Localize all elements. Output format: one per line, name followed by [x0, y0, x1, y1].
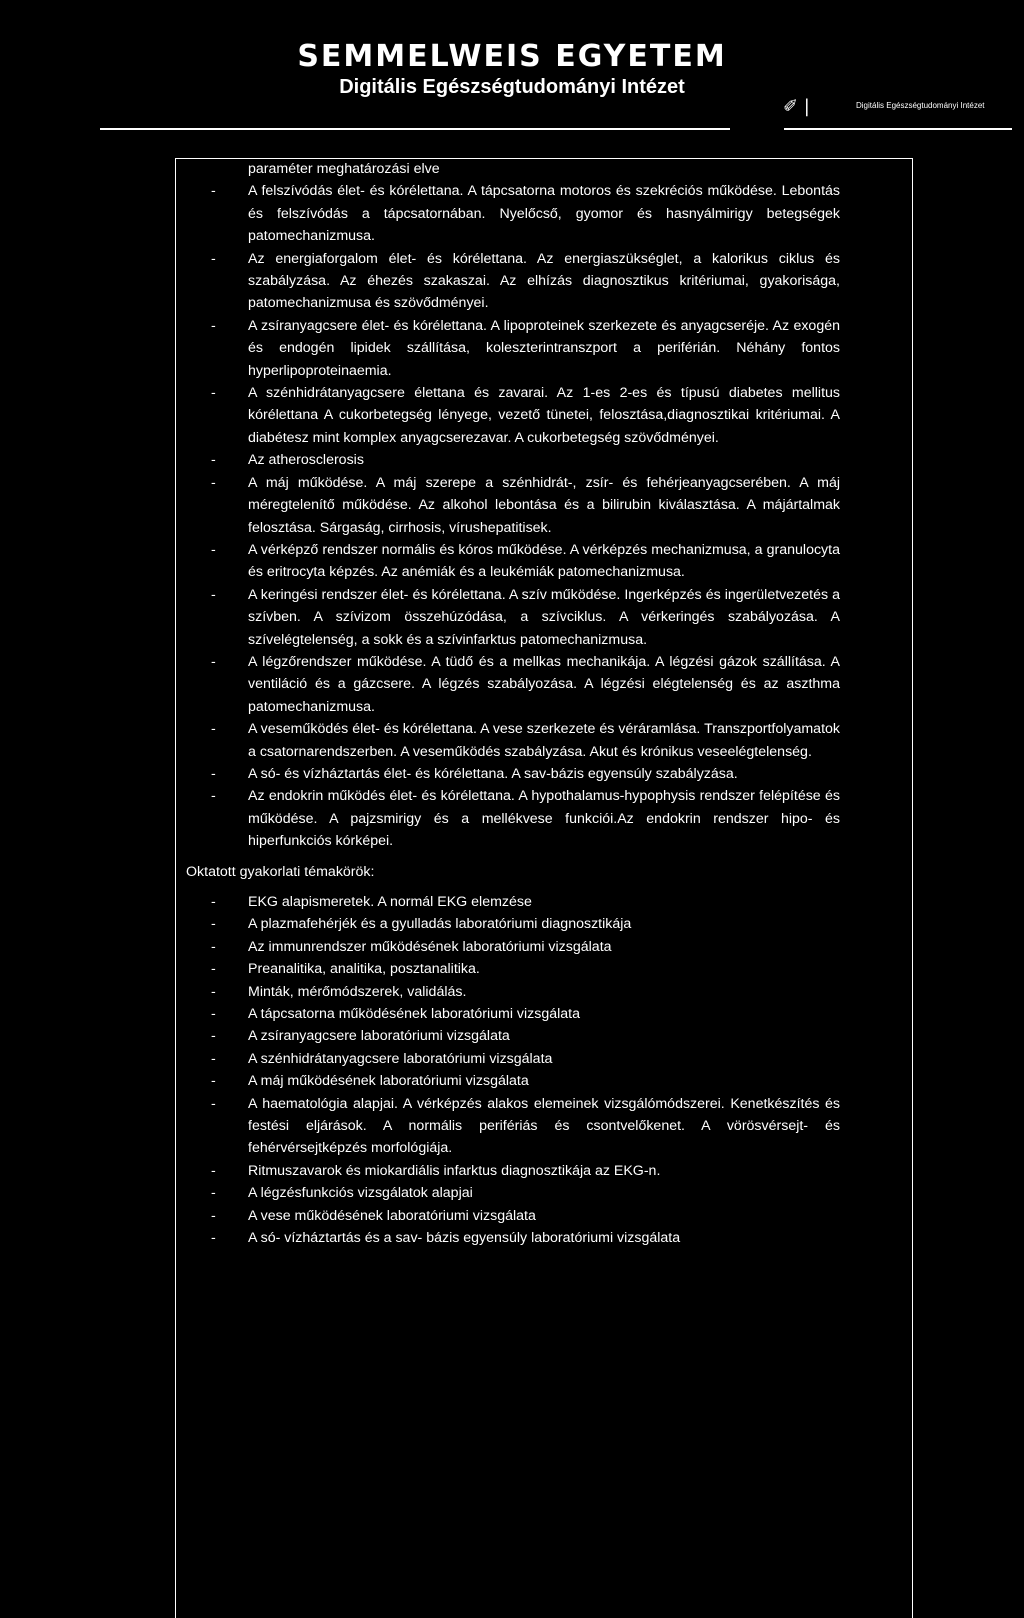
list-item — [186, 1182, 840, 1204]
bullet-dash: - — [211, 1162, 216, 1179]
list-item-text: A só- vízháztartás és a sav- bázis egyensúly laboratóriumi vizsgálata — [248, 1230, 681, 1247]
list-item-text: A máj működésének laboratóriumi vizsgálata — [248, 1073, 529, 1090]
pen-logo-icon: ✐ | — [783, 96, 810, 117]
list-item-text: A só- és vízháztartás élet- és kórélettana. A sav-bázis egyensúly szabályzása. — [248, 765, 738, 782]
bullet-dash: - — [211, 765, 216, 782]
bullet-dash: - — [211, 1230, 216, 1247]
list-item-text: Ritmuszavarok és miokardiális infarktus diagnosztikája az EKG-n. — [248, 1162, 661, 1179]
header-divider-right — [784, 128, 1012, 130]
list-item — [186, 981, 840, 1003]
list-item — [186, 1227, 840, 1249]
bullet-dash: - — [211, 1073, 216, 1090]
list-item-text: Az energiaforgalom élet- és kórélettana. Az energiaszükséglet, a kalorikus ciklus és szabályzása. Az éhezés szakaszai. Az elhízás diagnosztikus kritériumai, gyakorisága, patomechanizmusa és szövődményei. — [248, 250, 840, 312]
list-item — [186, 472, 840, 539]
bullet-dash: - — [211, 586, 216, 603]
bullet-dash: - — [211, 916, 216, 933]
list-item — [186, 891, 840, 913]
list-item-text: Minták, mérőmódszerek, validálás. — [248, 983, 467, 1000]
list-item — [186, 1025, 840, 1047]
list-item — [186, 785, 840, 852]
list-item-text: Az atherosclerosis — [248, 452, 364, 469]
list-item — [186, 1070, 840, 1092]
bullet-dash: - — [211, 894, 216, 910]
list-item-text: A zsíranyagcsere élet- és kórélettana. A lipoproteinek szerkezete és anyagcseréje. Az exogén és endogén lipidek szállítása, koleszterintranszport a periférián. Néhány fontos hyperlipoproteinaemia. — [248, 317, 840, 379]
list-item — [186, 248, 840, 315]
bullet-dash: - — [211, 1207, 216, 1224]
bullet-dash: - — [211, 938, 216, 955]
list-item-text: A felszívódás élet- és kórélettana. A tápcsatorna motoros és szekréciós működése. Lebontás és felszívódás a tápcsatornában. Nyelőcső, gyomor és hasnyálmirigy betegségek patomechanizmusa. — [248, 183, 840, 245]
list-item-text: A máj működése. A máj szerepe a szénhidrát-, zsír- és fehérjeanyagcserében. A máj méregtelenítő működése. Az alkohol lebontása és a bilirubin kiválasztása. A májártalmak felosztása. Sárgaság, cirrhosis, vírushepatitisek. — [248, 474, 840, 536]
list-item — [186, 1003, 840, 1025]
list-item — [186, 958, 840, 980]
bullet-dash: - — [211, 1028, 216, 1045]
list-item-text: Az immunrendszer működésének laboratóriumi vizsgálata — [248, 938, 612, 955]
list-item-text: A haematológia alapjai. A vérképzés alakos elemeinek vizsgálómódszerei. Kenetkészítés és festési eljárások. A normális perifériás és csontvelőkenet. A vörösvérsejt- és fehérvérsejtképzés morfológiája. — [248, 1095, 840, 1157]
list-item — [186, 718, 840, 763]
list-item-text: A vérképző rendszer normális és kóros működése. A vérképzés mechanizmusa, a granulocyta és eritrocyta képzés. Az anémiák és a leukémiák patomechanizmusa. — [248, 541, 840, 581]
list-item-text: A légzésfunkciós vizsgálatok alapjai — [248, 1185, 473, 1202]
list-item-text: A szénhidrátanyagcsere élettana és zavarai. Az 1-es 2-es és típusú diabetes mellitus kórélettana A cukorbetegség lényege, vezető tünetei, felosztása,diagnosztikai kritériumai. A diabétesz mint komplex anyagcserezavar. A cukorbetegség szövődményei. — [248, 385, 840, 446]
list-item-text: A szénhidrátanyagcsere laboratóriumi vizsgálata — [248, 1050, 553, 1067]
bullet-dash: - — [211, 250, 216, 267]
list-item-text: A plazmafehérjék és a gyulladás laboratóriumi diagnosztikája — [248, 916, 632, 933]
list-item — [186, 1205, 840, 1227]
bullet-dash: - — [211, 183, 216, 200]
bullet-dash: - — [211, 983, 216, 1000]
bullet-dash: - — [211, 788, 216, 805]
list-item — [186, 1093, 840, 1160]
list-item-text: Preanalitika, analitika, posztanalitika. — [248, 961, 480, 978]
bullet-dash: - — [211, 385, 216, 402]
small-institute-name: Digitális Egészségtudományi Intézet — [856, 101, 985, 110]
list-item — [186, 1048, 840, 1070]
bullet-dash: - — [211, 452, 216, 469]
continuation-line: paraméter meghatározási elve — [248, 161, 440, 177]
bullet-dash: - — [211, 474, 216, 491]
bullet-dash: - — [211, 1185, 216, 1202]
list-item-text: A zsíranyagcsere laboratóriumi vizsgálata — [248, 1028, 510, 1045]
theory-topic-list — [186, 180, 840, 852]
bullet-dash: - — [211, 541, 216, 558]
list-item-text: A légzőrendszer működése. A tüdő és a mellkas mechanikája. A légzési gázok szállítása. A ventiláció és a gázcsere. A légzés szabályozása. A légzési elégtelenség és az aszthma patomechanizmusa. — [248, 653, 840, 715]
list-item — [186, 315, 840, 382]
list-item — [186, 584, 840, 651]
list-item-text: A veseműködés élet- és kórélettana. A vese szerkezete és véráramlása. Transzportfolyamatok a csatornarendszerben. A veseműködés szabályzása. Akut és krónikus veseelégtelenség. — [248, 721, 840, 760]
list-item — [186, 180, 840, 247]
bullet-dash: - — [211, 721, 216, 738]
list-item — [186, 449, 840, 471]
bullet-dash: - — [211, 1006, 216, 1023]
list-item — [186, 539, 840, 584]
bullet-dash: - — [211, 1095, 216, 1112]
list-item — [186, 651, 840, 718]
list-item-text: Az endokrin működés élet- és kórélettana. A hypothalamus-hypophysis rendszer felépítése és működése. A pajzsmirigy és a mellékvese funkciói.Az endokrin rendszer hipo- és hiperfunkciós kórképei. — [248, 788, 840, 850]
list-item — [186, 763, 840, 785]
list-item-text: EKG alapismeretek. A normál EKG elemzése — [248, 894, 532, 910]
bullet-dash: - — [211, 653, 216, 670]
list-item-text: A keringési rendszer élet- és kórélettana. A szív működése. Ingerképzés és ingerületvezetés a szívben. A szívizom összehúzódása, a szívciklus. A vérkeringés szabályozása. A szívelégtelenség, a sokk és a szívinfarktus patomechanizmusa. — [248, 586, 840, 648]
bullet-dash: - — [211, 961, 216, 978]
list-item — [186, 1160, 840, 1182]
page-header — [0, 40, 1024, 100]
list-item — [186, 936, 840, 958]
list-item-text: A vese működésének laboratóriumi vizsgálata — [248, 1207, 536, 1224]
practice-section-title: Oktatott gyakorlati témakörök: — [186, 863, 375, 880]
bullet-dash: - — [211, 317, 216, 334]
list-item — [186, 913, 840, 935]
institute-name: Digitális Egészségtudományi Intézet — [339, 76, 685, 98]
university-name: SEMMELWEIS EGYETEM — [297, 39, 727, 74]
document-body — [186, 158, 840, 1250]
bullet-dash: - — [211, 1050, 216, 1067]
header-divider-left — [100, 128, 730, 130]
list-item-text: A tápcsatorna működésének laboratóriumi vizsgálata — [248, 1006, 581, 1023]
practice-topic-list — [186, 891, 840, 1250]
list-item — [186, 382, 840, 449]
